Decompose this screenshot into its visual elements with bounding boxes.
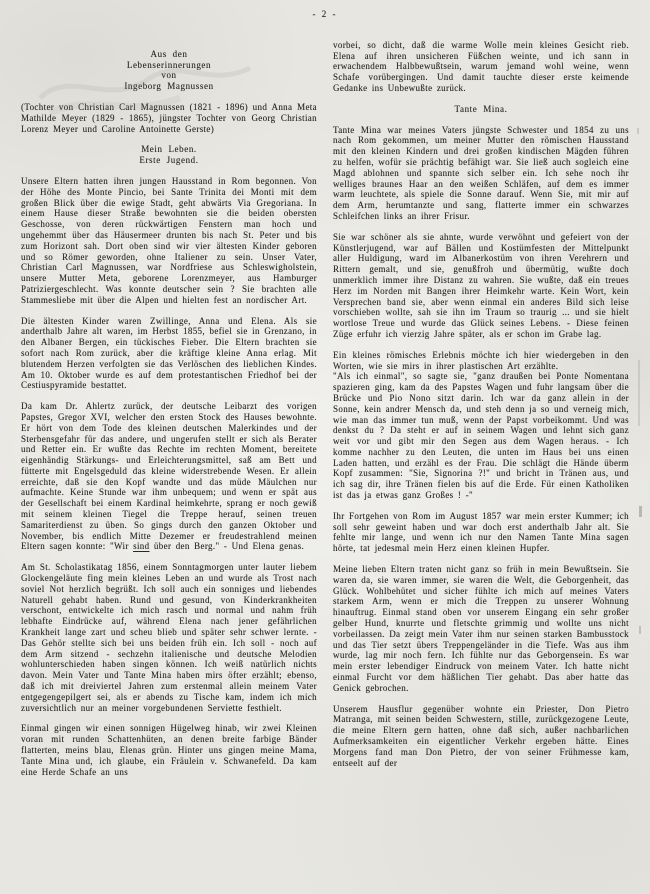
paragraph-priest: Unserem Hausflur gegenüber wohnte ein Priester, Don Pietro Matranga, mit seinen beiden Schwestern, stille, zurückgezogene Leute, die meine Eltern gern hatten, ohne daß sich, außer nachbarlichen Aufmerksamkeiten ein eigentlicher Verkehr ergeben hätte. Eines Morgens fand man Don Pietro, der von seiner Frühmesse kam, entseelt auf der — [333, 703, 629, 768]
title-author: Ingeborg Magnussen — [124, 81, 214, 92]
right-column — [333, 40, 629, 778]
paragraph-departure: Ihr Fortgehen von Rom im August 1857 war mein erster Kummer; ich soll sehr geweint haben und war doch erst anderthalb Jahr alt. Sie fehlte mir lange, und wenn ich nur den Namen Tante Mina sagen hörte, tat jedesmal mein Herz einen kleinen Hupfer. — [333, 510, 629, 554]
paragraph-twins: Die ältesten Kinder waren Zwillinge, Anna und Elena. Als sie anderthalb Jahre alt waren, im Herbst 1855, befiel sie in Grenzano, in den Albaner Bergen, ein tückisches Fieber. Die Eltern brachten sie sofort nach Rom zurück, aber die kräftige kleine Anna erlag. Mit blutendem Herzen verfolgten sie das Verlöschen des lieblichen Kindes. Am 10. Oktober wurde es auf dem protestantischen Friedhof bei der Cestiuspyramide bestattet. — [21, 315, 317, 391]
chapter-heading — [21, 144, 317, 166]
paragraph-doctor-pre: Da kam Dr. Ahlertz zurück, der deutsche Leibarzt des vorigen Papstes, Gregor XVI, welcher den ersten Stock des Hauses bewohnte. Er hört von dem Tode des kleinen deutschen Malerkindes und der Sterbensgefahr für das andere, und ungerufen stellt er sich als Berater und Retter ein. Er wußte das Rechte im rechten Moment, bereitete eigenhändig Stärkungs- und Erleichterungsmittel, saß am Bett und fütterte mit Engelsgeduld das kleine widerstrebende Wesen. Er allein erreichte, daß sie den Kopf wandte und das müde Mäulchen nur aufmachte. Keine Stunde war ihm unbequem; und wenn er spät aus der Gesellschaft bei einem Kardinal heimkehrte, sprang er noch gewiß mit seinem kleinen Tiegel die Treppe herauf, seinen treuen Samariterdienst zu üben. So gings durch den ganzen Oktober und November, bis endlich Mitte Dezemer er freudestrahlend meinen Eltern sagen konnte: "Wir — [21, 401, 317, 552]
paragraph-parents: Meine lieben Eltern traten nicht ganz so früh in mein Bewußtsein. Sie waren da, sie waren immer, sie waren die Welt, die Geborgenheit, das Glück. Wohlbehütet und sicher fühlte ich mich auf meines Vaters starkem Arm, wenn er mich die Treppen zu unserer Wohnung hinauftrug. Einmal stand oben vor unserem Eingang ein sehr großer gelber Hund, knurrte und fletschte grimmig und wollte uns nicht vorbeilassen. Da zeigt mein Vater ihm nur seinen starken Bambusstock und das Tier setzt übers Treppengeländer in die Tiefe. Was aus ihm wurde, lag mir noch fern. Ich fühlte nur das Geborgensein. Es war mein erster lebendiger Eindruck von meinem Vater. Ich hatte nicht einmal Furcht vor dem häßlichen Tier gehabt. Das aber hatte das Genick gebrochen. — [333, 564, 629, 693]
two-column-layout — [0, 40, 650, 778]
underlined-word: sind — [133, 541, 150, 552]
paragraph-doctor-post: über den Berg." - Und Elena genas. — [149, 541, 305, 552]
lineage-note: (Tochter von Christian Carl Magnussen (1821 - 1896) und Anna Meta Mathilde Meyer (1829 - 1865), jüngster Tochter von Georg Christian Lorenz Meyer und Caroline Antoinette Gerste) — [21, 101, 317, 134]
scan-edge-artifact — [639, 626, 641, 634]
paragraph-sheep-walk: Einmal gingen wir einen sonnigen Hügelweg hinab, wir zwei Kleinen voran mit runden Schattenhüten, an denen breite farbige Bänder flatterten, meins blau, Elenas grün. Hinter uns gingen meine Mama, Tante Mina und, ich glaube, ein Fräulein v. Schwanefeld. Da kam eine Herde Schafe an uns — [21, 723, 317, 777]
book-title-block — [21, 49, 317, 92]
title-line: von — [161, 70, 177, 81]
paragraph-tante-beauty: Sie war schöner als sie ahnte, wurde verwöhnt und gefeiert von der Künstlerjugend, war auf Bällen und Kostümfesten der Mittelpunkt aller Huldigung, ward im Albanerkostüm von ihren Verehrern und Rittern gemalt, und sie, genußfroh und übermütig, wußte doch unmerklich immer ihre Distanz zu wahren. Sie wußte, daß ein treues Herz im Norden mit Bangen ihrer Heimkehr warte. Kein Wort, kein Versprechen band sie, aber wenn einmal ein anderes Bild sich leise vorschieben wollte, sah sie ihn im Traum so traurig ... und sie hielt wortlose Treue und wurde das Glück seines Lebens. - Diese feinen Züge erfuhr ich vierzig Jahre später, als er schon im Grabe lag. — [333, 231, 629, 339]
paragraph-tante-arrival: Tante Mina war meines Vaters jüngste Schwester und 1854 zu uns nach Rom gekommen, um meiner Mutter den römischen Hausstand mit den kleinen Kindern und drei großen kindischen Mägden führen zu helfen, wofür sie prächtig befähigt war. Sie ließ auch sogleich eine Magd ablohnen und spannte sich selber ein. Ich sehe noch ihr welliges braunes Haar an den weißen Schläfen, auf dem es immer warm leuchtete, als spiele die Sonne darauf. Wenn Sie, mit mir auf dem Arm, herumtanzte und sang, flatterte immer ein schwarzes Schleifchen links an ihrer Frisur. — [333, 124, 629, 221]
paragraph-family-origins: Unsere Eltern hatten ihren jungen Hausstand in Rom begonnen. Von der Höhe des Monte Pincio, bei Sante Trinita dei Monti mit dem großen Blick über die ewige Stadt, geht abwärts Via Gregoriana. In einem Hause dieser Straße bewohnten sie die beiden obersten Geschosse, von deren rückwärtigen Fenstern man hoch und ungehemmt über das Häusermeer drunten bis nach St. Peter und bis zum Horizont sah. Dort oben sind wir vier ältesten Kinder geboren und so Römer geworden, ohne Italiener zu sein. Unser Vater, Christian Carl Magnussen, war Nordfriese aus Schleswigholstein, unsere Mutter Meta, geborene Lorenzmeyer, aus Hamburger Patriziergeschlecht. Was konnte deutscher sein ? Sie brachten alle Stammesliebe mit über die Alpen und hielten fest an nordischer Art. — [21, 175, 317, 305]
page-number: - 2 - — [312, 9, 338, 19]
paragraph-anecdote-quote: "Als ich einmal", so sagte sie, "ganz draußen bei Ponte Nomentana spazieren ging, kam da des Papstes Wagen und fuhr langsam über die Brücke und Pio Nono sitzt darin. Ich war da ganz allein in der Sonne, kein andrer Mensch da, und steh denn ja so und verneig mich, wie man das immer tun muß, wenn der Papst vorbeikommt. Und was denkst du ? Da steht er auf in seinem Wagen und lehnt sich ganz weit vor und gibt mir den Segen aus dem Wagen heraus. - Ich komme nachher zu den Leuten, die unten im Haus bei uns einen Laden hatten, und erzähl es der Frau. Die schlägt die Hände überm Kopf zusammen: "Sie, Signorina ?!" und bricht in Tränen aus, und ich sag dir, ihre Tränen fielen bis auf die Erde. Für einen Katholiken ist das ja etwas ganz Großes ! -" — [333, 371, 629, 501]
scan-edge-artifact — [637, 128, 639, 134]
title-line: Lebenserinnerungen — [126, 59, 212, 70]
scan-edge-artifact — [638, 360, 640, 426]
scan-edge-artifact — [639, 506, 642, 517]
chapter-heading-line: Mein Leben. — [141, 144, 197, 155]
section-heading-tante-mina: Tante Mina. — [454, 103, 508, 114]
left-column — [21, 40, 317, 778]
paragraph-sheep-continued: vorbei, so dicht, daß die warme Wolle mein kleines Gesicht rieb. Elena auf ihren unsicheren Füßchen weinte, und ich sann in erwachendem Halbbewußtsein, warum jemand wohl weine, wenn Schafe vorübergingen. Und damit tauchte dieser erste keimende Gedanke ins Unbewußte zurück. — [333, 39, 629, 93]
chapter-heading-line: Erste Jugend. — [139, 155, 199, 166]
paragraph-doctor — [21, 401, 317, 552]
paragraph-birth: Am St. Scholastikatag 1856, einem Sonntagmorgen unter lauter liebem Glockengeläute fing mein kleines Leben an und wurde als Trost nach soviel Not herzlich begrüßt. Ich soll auch ein sonniges und liebendes Naturell gehabt haben. Rund und gesund, von Kinderkrankheiten verschont, entwickelte ich mich rasch und normal und nahm früh lebhafte Eindrücke auf, während Elena nach jener gefährlichen Krankheit lange zart und scheu blieb und später sehr schwer lernte. - Das Gehör stellte sich bei uns beiden früh ein. Ich soll - noch auf dem Arm sitzend - sechzehn italienische und deutsche Melodien wohlunterschieden haben singen können. Ich weiß natürlich nichts davon. Mein Vater und Tante Mina haben mirs öfter erzählt; ebenso, daß ich mit dreiviertel Jahren zum erstenmal allein meinem Vater entgegengepilgert sei, als er abends zu Tische kam, indem ich mich zuversichtlich nur an meiner vorgebundenen Serviette festhielt. — [21, 562, 317, 713]
paragraph-anecdote-intro: Ein kleines römisches Erlebnis möchte ich hier wiedergeben in den Worten, wie sie mirs in ihrer plastischen Art erzählte. — [333, 349, 629, 371]
title-line: Aus den — [150, 48, 188, 59]
